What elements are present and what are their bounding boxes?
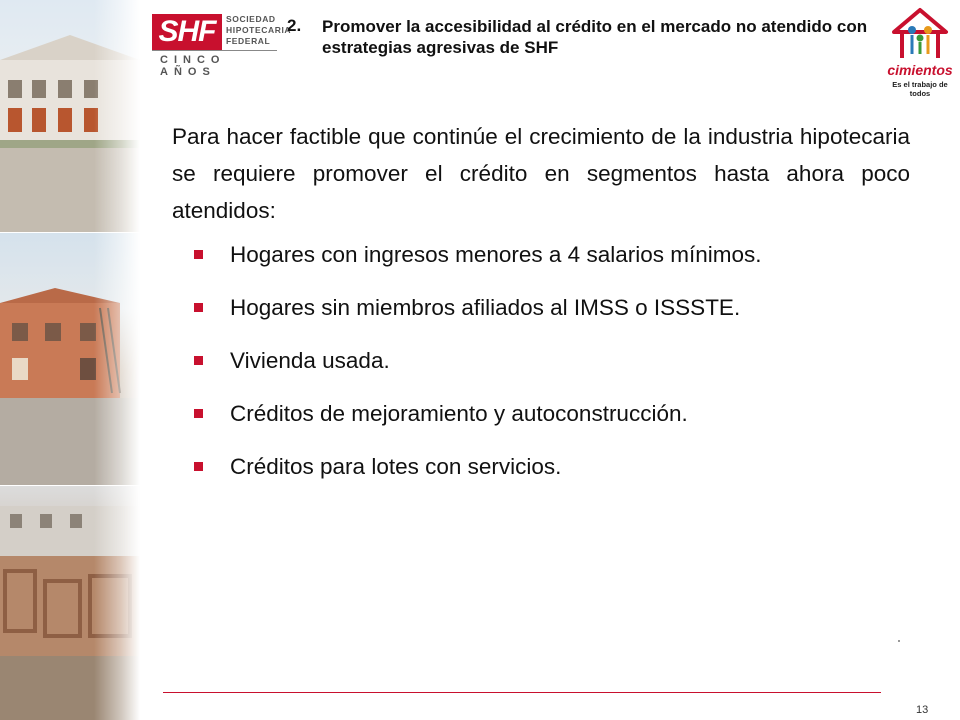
bullet-list xyxy=(194,242,914,507)
bullet-item xyxy=(194,242,914,295)
house-people-icon xyxy=(884,6,956,62)
shf-logo xyxy=(152,10,292,78)
intro-paragraph: Para hacer factible que continúe el crecimiento de la industria hipotecaria se requiere promover el crédito en segmentos hasta ahora poco atendidos: xyxy=(172,124,910,223)
shf-logo-rule xyxy=(152,50,277,51)
square-bullet-icon xyxy=(194,409,203,418)
photo-fade xyxy=(94,0,140,720)
bullet-item xyxy=(194,454,914,507)
bullet-text: Créditos para lotes con servicios. xyxy=(230,454,562,479)
bullet-item xyxy=(194,295,914,348)
slide-title-number: 2. xyxy=(287,16,302,35)
footer-rule xyxy=(163,692,881,693)
bullet-text: Créditos de mejoramiento y autoconstrucción. xyxy=(230,401,688,426)
shf-word: HIPOTECARIA xyxy=(226,25,292,35)
square-bullet-icon xyxy=(194,356,203,365)
square-bullet-icon xyxy=(194,303,203,312)
photo-strip xyxy=(0,0,140,720)
cimientos-logo xyxy=(884,6,956,96)
cimientos-logo-tagline: Es el trabajo de todos xyxy=(892,80,948,98)
slide-title: Promover la accesibilidad al crédito en el mercado no atendido con estrategias agresivas de SHF xyxy=(322,17,868,57)
bullet-text: Hogares sin miembros afiliados al IMSS o ISSSTE. xyxy=(230,295,741,320)
shf-word: SOCIEDAD xyxy=(226,14,276,24)
cimientos-logo-name: cimientos xyxy=(887,62,953,78)
page-number: 13 xyxy=(916,704,929,716)
bullet-item xyxy=(194,348,914,401)
bullet-text: Hogares con ingresos menores a 4 salarios mínimos. xyxy=(230,242,762,267)
shf-logo-words xyxy=(226,14,291,47)
bullet-text: Vivienda usada. xyxy=(230,348,390,373)
shf-word: FEDERAL xyxy=(226,36,271,46)
square-bullet-icon xyxy=(194,462,203,471)
shf-logo-mark: SHF xyxy=(152,14,222,50)
bullet-item xyxy=(194,401,914,454)
decorative-dot xyxy=(898,640,900,642)
square-bullet-icon xyxy=(194,250,203,259)
shf-logo-subtitle: CINCO AÑOS xyxy=(160,54,226,78)
